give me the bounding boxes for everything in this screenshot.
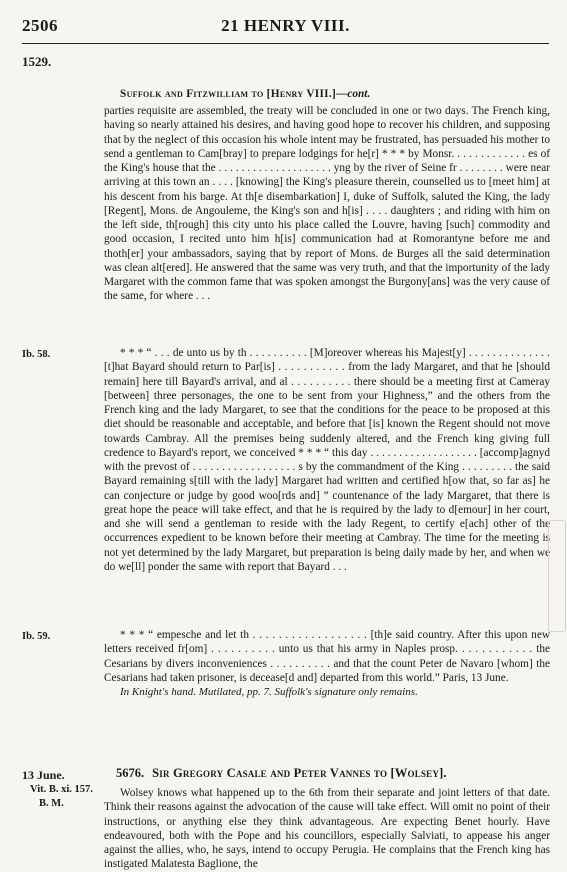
header-rule (22, 43, 549, 44)
margin-ref-ib-59: Ib. 59. (22, 631, 51, 642)
year-marker: 1529. (22, 54, 52, 69)
entry-heading (116, 766, 447, 781)
manuscript-note: In Knight's hand. Mutilated, pp. 7. Suffolk's signature only remains. (120, 686, 418, 698)
entry-text: Wolsey knows what happened up to the 6th from their separate and joint letters of that date. Think their reasons against the advocation of the cause will take effect. Will omit no point of their instructions, or anything else they think advantageous. Are expecting Benet hourly. Have endeavoured, both with the Pope and his councillors, especially Salviati, to appease his anger against the allies, who, he says, intend to occupy Perugia. He complains that the French king has instigated Malatesta Baglione, the (104, 787, 550, 871)
margin-ref-ib-58: Ib. 58. (22, 349, 51, 360)
letter-heading (120, 88, 370, 100)
entry-body (104, 786, 550, 872)
letter-heading-cont: —cont. (336, 88, 371, 100)
letter-body (104, 104, 550, 304)
entry-title: Sir Gregory Casale and Peter Vannes to [Wolsey]. (152, 766, 447, 780)
page-number: 2506 (22, 16, 58, 35)
page-header (22, 12, 549, 46)
entry-archive-ref: B. M. (39, 798, 64, 809)
library-stamp (548, 520, 566, 632)
entry-number: 5676. (116, 766, 145, 780)
running-title: 21 HENRY VIII. (221, 16, 350, 35)
entry-date: 13 June. (22, 768, 65, 782)
letter-heading-title: Suffolk and Fitzwilliam to [Henry VIII.] (120, 88, 337, 100)
letter-paragraph-1: parties requisite are assembled, the treaty will be concluded in one or two days. The French king, having so nearly attained his desires, and having good hope to recover his children, and supposing that by the neglect of this occasion his whole intent may be frustrated, has persuaded his mother to send a gentleman to Cam[bray] to prepare lodgings for he[r] * * * by Monsr. . . . . . . . . . . . . es of the King's house that the . . . . . . . . . . . . . . . . . . . . yng by the river of Seine fr . . . . . . . . were near arriving at this town an . . . . [knowing] the King's pleasure therein, counselled us to [meet him] at his descent from his barge. At th[e disembarkation] I, duke of Suffolk, saluted the King, the lady [Regent], Mons. de Angouleme, the King's son and h[is] . . . . daughters ; and riding with him on the left side, th[rough] this city unto his place called the Louvre, having [such] commodity and good occasion, I recited unto him h[is] communication had at Romorantyne before me and thoth[er] your ambassadors, saying that by report of Mons. de Burges all the said determination was clean alt[ered]. He answered that the same was very truth, and that the importunity of the lady Margaret with the common fame that was spoken amongst the Burgony[ans] was the very cause of the same, for where . . . (104, 105, 551, 303)
letter-paragraph-3: * * * “ empesche and let th . . . . . . . . . . . . . . . . . . [th]e said country. After this upon new letters received fr[om] . . . . . . . . . . unto us that his army in Naples prosp. . . . . . . . . . . . the Cesarians by divers inconveniences . . . . . . . . . . and that the count Peter de Navaro [whom] the Cesarians had taken prisoner, is decease[d and] departed from this world.” Paris, 13 June. (104, 629, 550, 684)
letter-body-part-3 (104, 628, 550, 699)
letter-body-part-2 (104, 346, 550, 574)
entry-source-ref: Vit. B. xi. 157. (30, 784, 93, 795)
letter-paragraph-2: * * * “ . . . de unto us by th . . . . . . . . . . [M]oreover whereas his Majest[y] . . . . . . . . . . . . . . [t]hat Bayard should return to Par[is] . . . . . . . . . . . from the lady Margaret, and that he [should remain] here till Bayard's arrival, and al . . . . . . . . . . there should be a meeting first at Cameray [between] three personages, the one to be sent from your Highness,” and the others from the French king and the lady Margaret, to see that the conditions for the peace to be proposed at this diet should be reasonable and acceptable, and before that [is] known the Regent should not move towards Cambray. All the premises being suddenly altered, and the French king giving full credence to Bayard's report, we conceived * * * “ this day . . . . . . . . . . . . . . . . . . . [accomp]agnyd with the prevost of . . . . . . . . . . . . . . . . . . s by the commandment of the King . . . . . . . . . the said Bayard remaining s[till with the lady] Margaret had written and certified h[ow that, so far as] he can conjecture or judge by good woo[rds and] ” countenance of the lady Margaret, that there is great hope the peace will take effect, and that he is required by the lady to d[emour] in her court, and she will send a gentleman to reside with the lady Regent, to certify e[ach] other of the occurrences expedient to be known before their meeting at Cambray. The time for the meeting is not yet determined by the lady Margaret, but preparation is being daily made by her, and when we do we[ll] ponder the same with report that Bayard . . . (104, 347, 550, 573)
